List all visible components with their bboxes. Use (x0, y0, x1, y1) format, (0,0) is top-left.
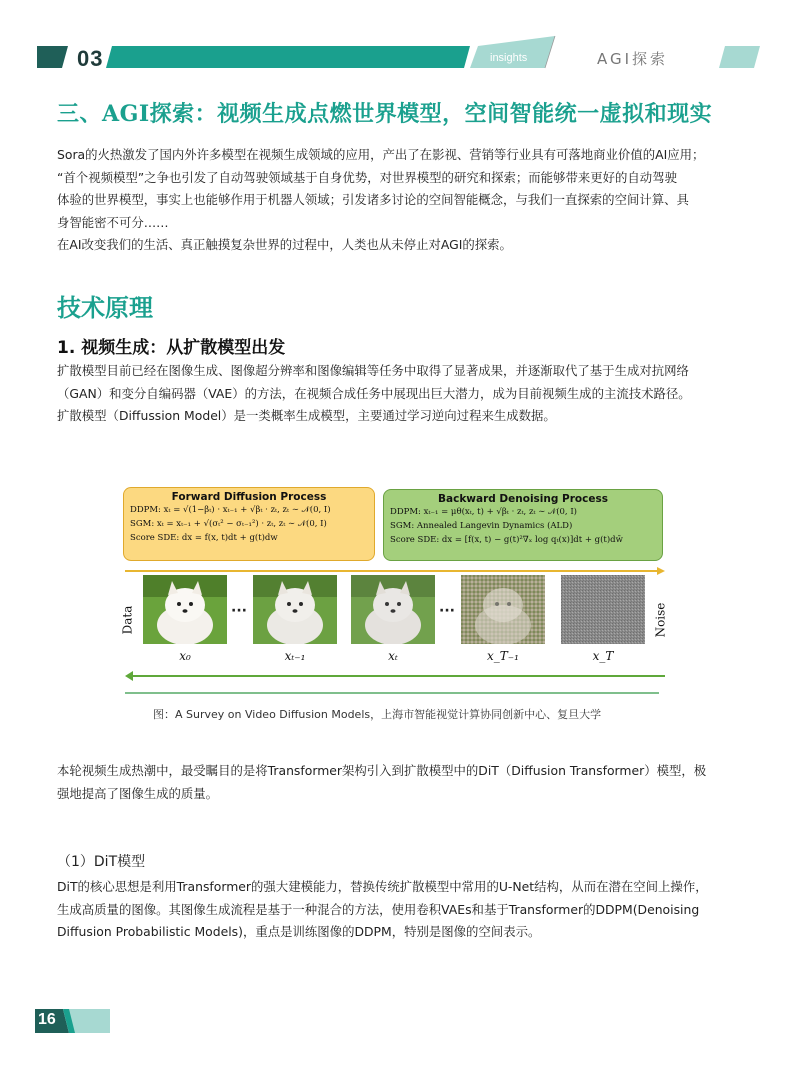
brand-label: insights (490, 52, 528, 64)
x-label: x_T₋₁ (487, 649, 519, 663)
intro-line: 身智能密不可分…… (57, 214, 169, 230)
x-label: x_T (592, 649, 614, 663)
section-label: AGI探索 (597, 50, 669, 68)
header-banner-shapes (0, 0, 793, 80)
x-label: xₜ₋₁ (284, 649, 306, 663)
diffusion-figure (121, 485, 669, 705)
noise-image (561, 575, 645, 644)
diffusion-line: （GAN）和变分自编码器（VAE）的方法，在视频合成任务中展现出巨大潜力，成为目前视频生成的主流技术路径。 (57, 385, 691, 401)
intro-paragraph (57, 144, 747, 257)
intro-line: “首个视频模型”之争也引发了自动驾驶领域基于自身优势，对世界模型的研究和探索；而能够带来更好的自动驾驶 (57, 169, 677, 185)
section-title: 技术原理 (57, 293, 153, 322)
backward-eq: SGM: Annealed Langevin Dynamics (ALD) (390, 521, 573, 531)
subsection-title: 1. 视频生成：从扩散模型出发 (57, 338, 286, 358)
data-label: Data (120, 605, 135, 635)
dit-line: 生成高质量的图像。其图像生成流程是基于一种混合的方法，使用卷积VAEs和基于Transformer的DDPM(Denoising (57, 901, 700, 917)
forward-title: Forward Diffusion Process (171, 491, 327, 503)
ellipsis: ··· (231, 603, 247, 619)
forward-arrow-icon (125, 567, 665, 575)
x-label: x₀ (179, 649, 191, 663)
chapter-title: 三、AGI探索：视频生成点燃世界模型，空间智能统一虚拟和现实 (57, 101, 713, 127)
dit-intro-line: 强地提高了图像生成的质量。 (57, 785, 219, 801)
chapter-number: 03 (77, 46, 104, 71)
intro-line: 体验的世界模型，事实上也能够作用于机器人领域；引发诸多讨论的空间智能概念，与我们一直探索的空间计算、具 (57, 192, 689, 207)
forward-eq: DDPM: xₜ = √(1−βₜ) · xₜ₋₁ + √βₜ · zₜ, zₜ ∼ 𝒩(0, I) (130, 505, 331, 515)
dog-image-clean (143, 575, 227, 644)
figure-divider (125, 692, 659, 694)
dit-paragraph (57, 876, 747, 944)
backward-process-box (383, 489, 663, 561)
diffusion-line: 扩散模型（Diffussion Model）是一类概率生成模型，主要通过学习逆向过程来生成数据。 (57, 408, 556, 423)
forward-eq: SGM: xₜ = xₜ₋₁ + √(σₜ² − σₜ₋₁²) · zₜ, zₜ ∼ 𝒩(0, I) (130, 519, 327, 529)
page-number: 16 (38, 1011, 56, 1028)
dit-intro-paragraph (57, 760, 747, 805)
diffusion-paragraph (57, 360, 747, 428)
dog-image-t-minus-1 (253, 575, 337, 644)
intro-line: 在AI改变我们的生活、真正触摸复杂世界的过程中，人类也从未停止对AGI的探索。 (57, 237, 512, 252)
diffusion-line: 扩散模型目前已经在图像生成、图像超分辨率和图像编辑等任务中取得了显著成果，并逐渐取代了基于生成对抗网络 (57, 363, 689, 378)
forward-eq: Score SDE: dx = f(x, t)dt + g(t)dw (130, 533, 278, 543)
dog-image-noisy (461, 575, 545, 644)
dit-line: DiT的核心思想是利用Transformer的强大建模能力，替换传统扩散模型中常用的U-Net结构，从而在潜在空间上操作， (57, 879, 708, 894)
dit-line: Diffusion Probabilistic Models)，重点是训练图像的DDPM，特别是图像的空间表示。 (57, 924, 541, 939)
page-header (0, 0, 793, 80)
backward-eq: DDPM: xₜ₋₁ = μθ(xₜ, t) + √βₜ · zₜ, zₜ ∼ 𝒩(0, I) (390, 507, 577, 517)
forward-process-box (123, 487, 375, 561)
dit-title: （1）DiT模型 (57, 854, 146, 870)
x-label: xₜ (388, 649, 398, 663)
backward-arrow-icon (125, 671, 665, 681)
dit-intro-line: 本轮视频生成热潮中，最受瞩目的是将Transformer架构引入到扩散模型中的DiT（Diffusion Transformer）模型，极 (57, 763, 707, 778)
backward-title: Backward Denoising Process (438, 493, 608, 505)
ellipsis: ··· (439, 603, 455, 619)
figure-caption: 图：A Survey on Video Diffusion Models，上海市智能视觉计算协同创新中心、复旦大学 (153, 708, 602, 721)
dog-image-t (351, 575, 435, 644)
noise-label: Noise (653, 602, 668, 638)
backward-eq: Score SDE: dx = [f(x, t) − g(t)²∇ₓ log qₜ(x)]dt + g(t)dw̄ (390, 535, 623, 545)
intro-line: Sora的火热激发了国内外许多模型在视频生成领域的应用，产出了在影视、营销等行业具有可落地商业价值的AI应用； (57, 147, 705, 162)
